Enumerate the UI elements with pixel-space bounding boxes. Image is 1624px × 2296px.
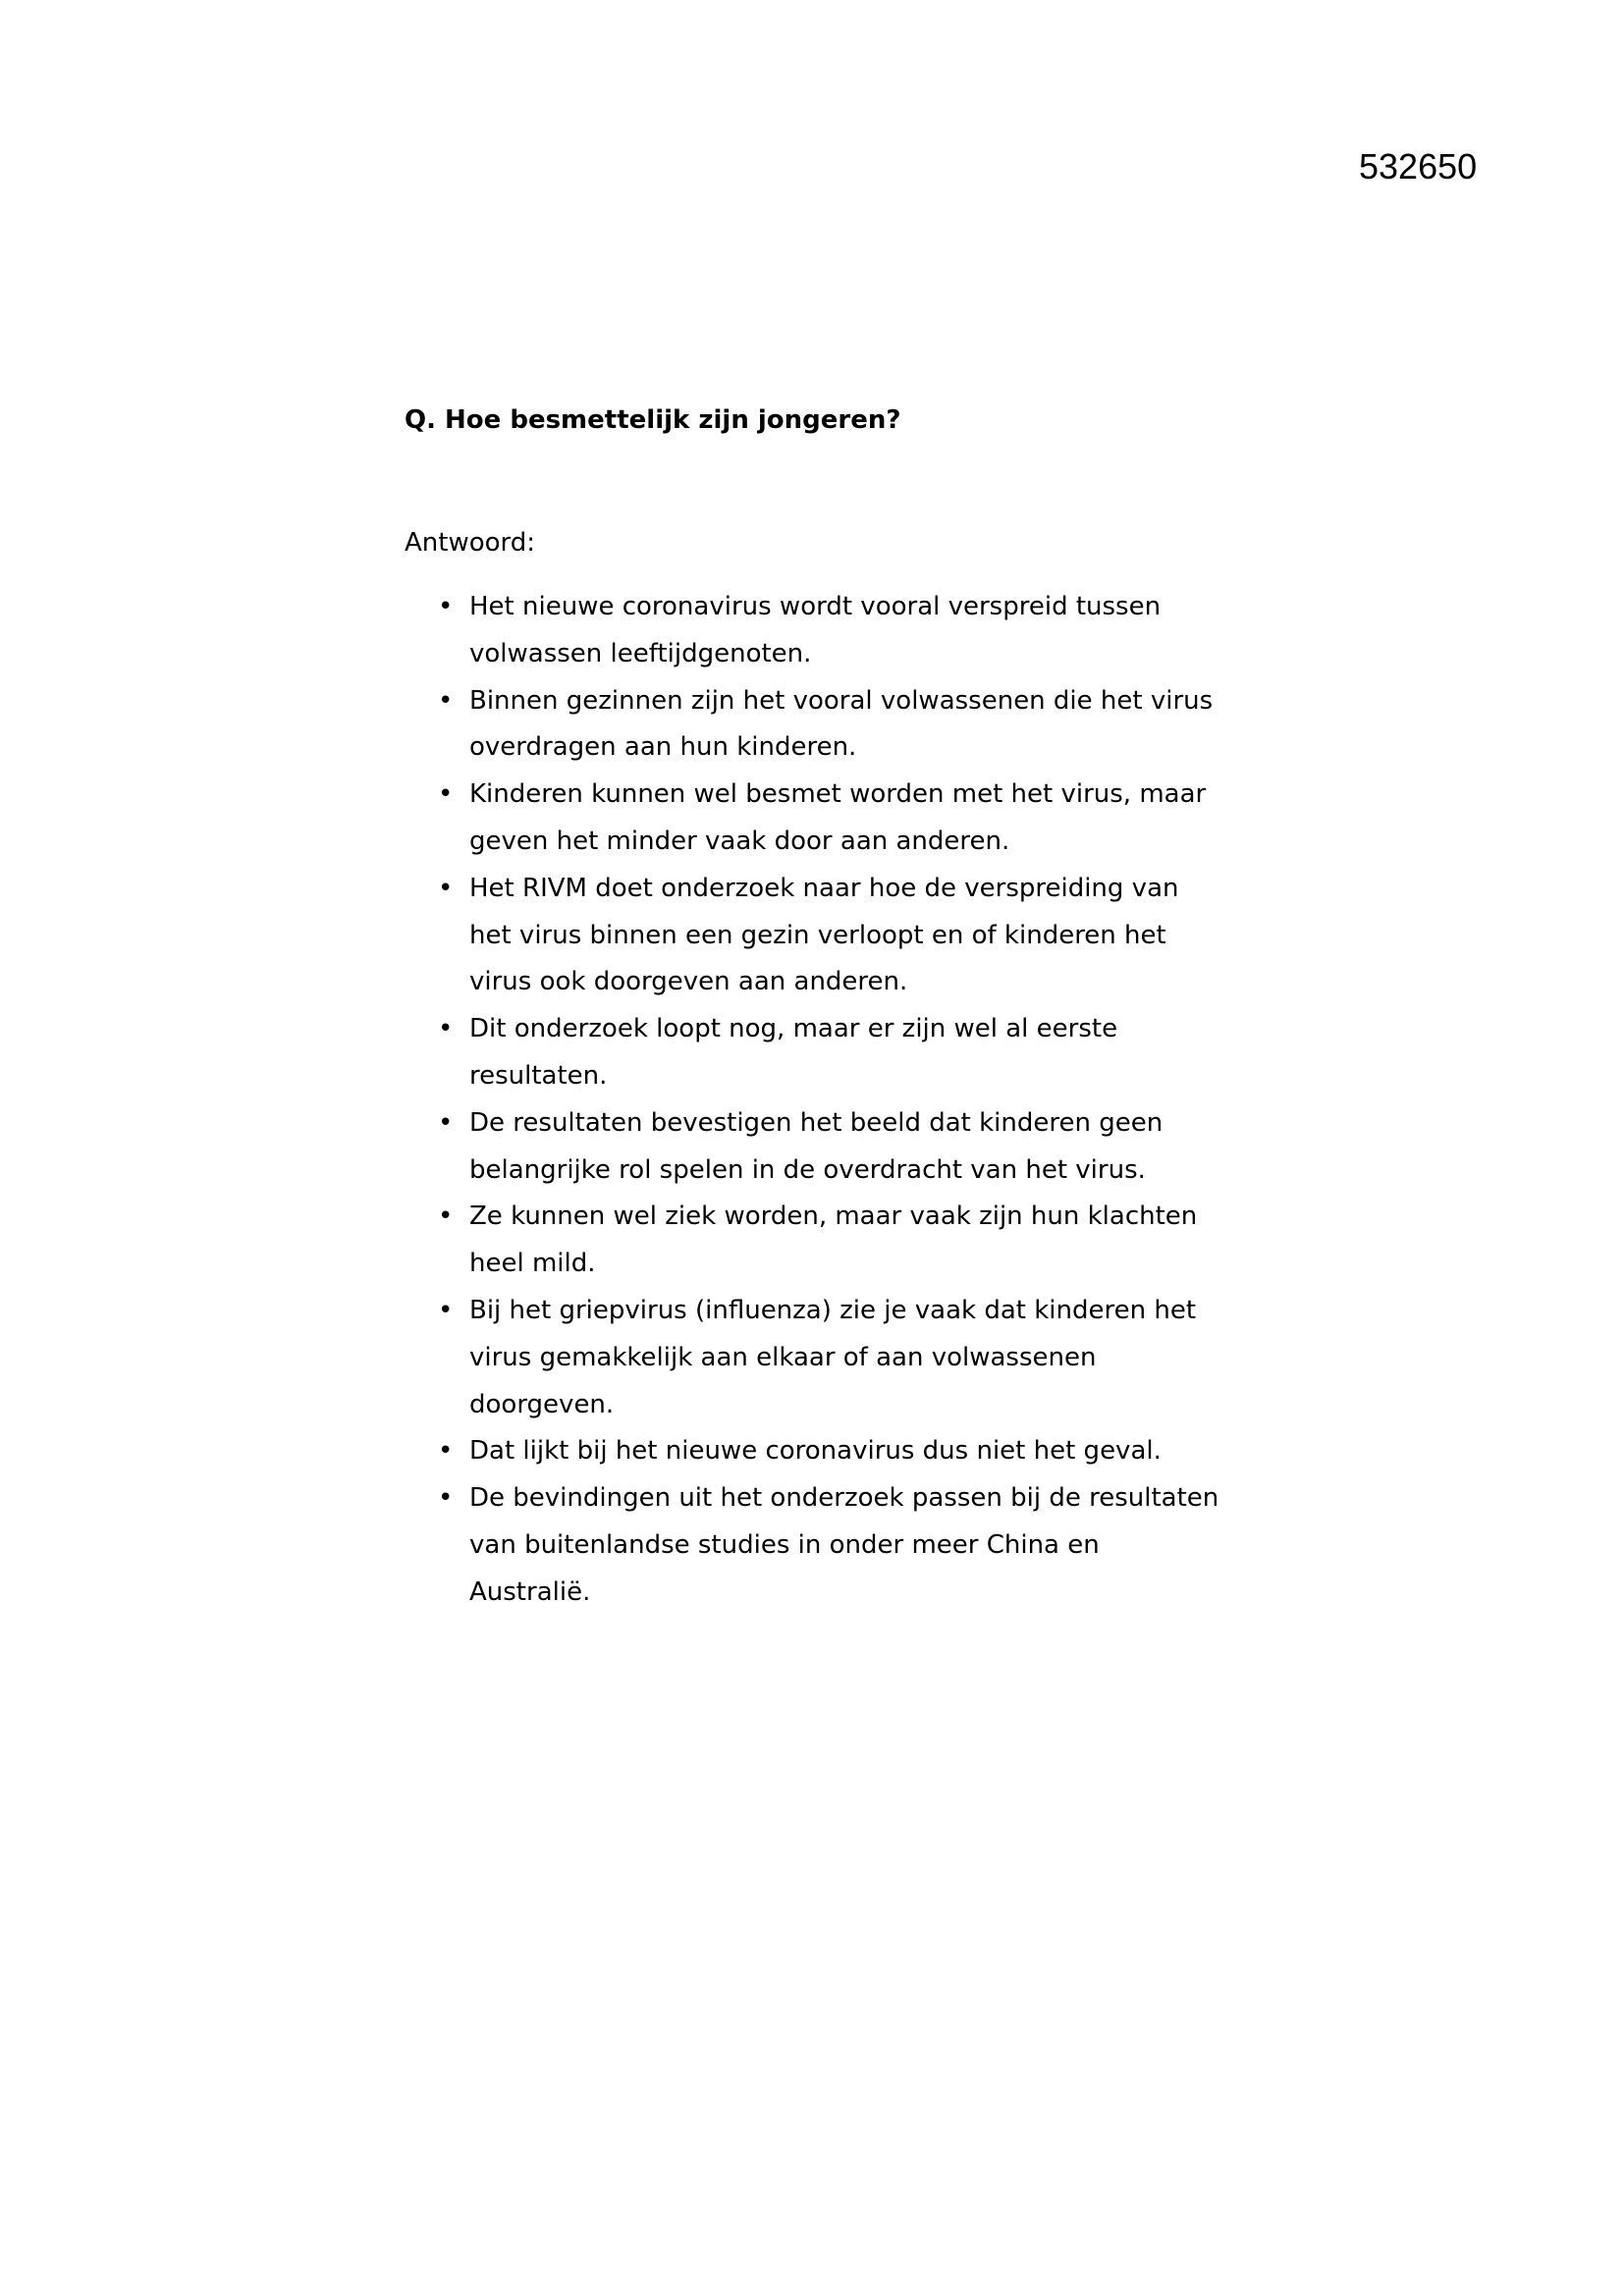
bullet-text-line: Het RIVM doet onderzoek naar hoe de verspreiding van xyxy=(469,873,1179,903)
bullet-text-line: doorgeven. xyxy=(469,1389,615,1419)
bullet-dot-icon: • xyxy=(438,873,454,903)
bullet-dot-icon: • xyxy=(438,1295,454,1325)
bullet-item xyxy=(405,1100,1249,1195)
bullet-dot-icon: • xyxy=(438,1107,454,1138)
bullet-text-line: van buitenlandse studies in onder meer China en xyxy=(469,1529,1100,1560)
bullet-text-line: het virus binnen een gezin verloopt en of kinderen het xyxy=(469,920,1166,950)
bullet-text-line: virus ook doorgeven aan anderen. xyxy=(469,967,908,997)
bullet-text-line: Binnen gezinnen zijn het vooral volwassenen die het virus xyxy=(469,685,1214,716)
bullet-item xyxy=(405,678,1249,773)
bullet-dot-icon: • xyxy=(438,592,454,621)
bullet-text-line: Kinderen kunnen wel besmet worden met het virus, maar xyxy=(469,779,1207,810)
bullet-dot-icon: • xyxy=(438,685,454,716)
bullet-item xyxy=(405,1288,1249,1428)
bullet-text-line: Het nieuwe coronavirus wordt vooral verspreid tussen xyxy=(469,592,1162,621)
bullet-text-line: De resultaten bevestigen het beeld dat kinderen geen xyxy=(469,1107,1164,1138)
bullet-item xyxy=(405,1194,1249,1288)
bullet-text-line: overdragen aan hun kinderen. xyxy=(469,732,857,763)
bullet-text-line: Dit onderzoek loopt nog, maar er zijn wel al eerste xyxy=(469,1014,1118,1044)
bullet-text-line: Australië. xyxy=(469,1576,591,1607)
bullet-text-line: Dat lijkt bij het nieuwe coronavirus dus niet het geval. xyxy=(469,1436,1162,1467)
answer-label: Antwoord: xyxy=(405,528,536,558)
bullet-item xyxy=(405,1006,1249,1100)
bullet-text-line: geven het minder vaak door aan anderen. xyxy=(469,826,1010,856)
bullet-text-line: volwassen leeftijdgenoten. xyxy=(469,638,812,668)
bullet-dot-icon: • xyxy=(438,1201,454,1232)
bullet-dot-icon: • xyxy=(438,779,454,810)
bullet-item xyxy=(405,584,1249,678)
bullet-text-line: virus gemakkelijk aan elkaar of aan volwassenen xyxy=(469,1342,1097,1372)
bullet-item xyxy=(405,772,1249,866)
question-heading: Q. Hoe besmettelijk zijn jongeren? xyxy=(405,405,901,435)
bullet-text-line: Ze kunnen wel ziek worden, maar vaak zijn hun klachten xyxy=(469,1201,1198,1232)
bullet-item xyxy=(405,1428,1249,1475)
bullet-text-line: heel mild. xyxy=(469,1249,596,1279)
bullet-dot-icon: • xyxy=(438,1014,454,1044)
bullet-dot-icon: • xyxy=(438,1483,454,1514)
bullet-text-line: Bij het griepvirus (influenza) zie je vaak dat kinderen het xyxy=(469,1295,1197,1325)
bullet-dot-icon: • xyxy=(438,1436,454,1467)
bullet-text-line: belangrijke rol spelen in de overdracht van het virus. xyxy=(469,1154,1146,1185)
bullet-item xyxy=(405,866,1249,1006)
bullet-item xyxy=(405,1475,1249,1616)
bullet-text-line: De bevindingen uit het onderzoek passen bij de resultaten xyxy=(469,1483,1219,1514)
page-number: 532650 xyxy=(1359,146,1478,187)
bullet-text-line: resultaten. xyxy=(469,1060,608,1091)
answer-bullet-list xyxy=(405,584,1249,1617)
